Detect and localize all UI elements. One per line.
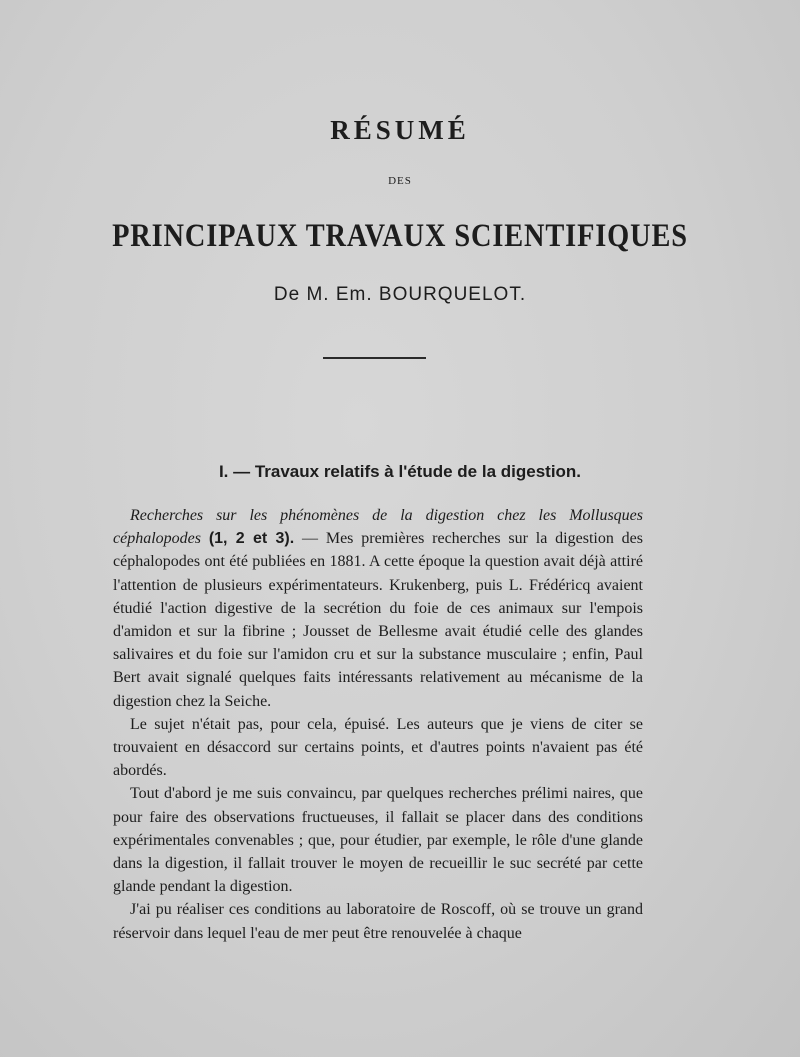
author-line: De M. Em. BOURQUELOT. (273, 284, 527, 305)
title-divider (323, 357, 426, 359)
document-subtitle: PRINCIPAUX TRAVAUX SCIENTIFIQUES (112, 218, 688, 254)
paragraph: Le sujet n'était pas, pour cela, épuisé. Les auteurs que je viens de citer se trouvaient en désaccord sur certains points, et d'autres points n'avaient pas été abordés. (113, 715, 643, 780)
intro-italic: Recherches sur les phénomènes de la digestion chez les Mollusques céphalopodes (113, 507, 643, 548)
document-title: RÉSUMÉ (330, 115, 470, 145)
paragraph (113, 504, 643, 713)
paragraph-text: — Mes premières recherches sur la digestion des céphalopodes ont été publiées en 1881. A cette époque la question avait déjà attiré l'attention de plusieurs expérimentateurs. Krukenberg, puis L. Frédéricq avaient étudié l'action digestive de la secrétion du foie de ces animaux sur l'empois d'amidon et sur la fibrine ; Jousset de Bellesme avait étudié celle des glandes salivaires et du foie sur l'amidon cru et sur la substance musculaire ; enfin, Paul Bert avait signalé quelques faits intéressants relativement au mécanisme de la digestion chez la Seiche. (113, 530, 643, 710)
paragraph: J'ai pu réaliser ces conditions au laboratoire de Roscoff, où se trouve un grand réservoir dans lequel l'eau de mer peut être renouvelée à chaque (113, 901, 643, 942)
paragraph: Tout d'abord je me suis convaincu, par quelques recherches prélimi naires, que pour faire des observations fructueuses, il fallait se placer dans des conditions expérimentales convenables ; que, pour étudier, par exemple, le rôle d'une glande dans la digestion, il fallait trouver le moyen de recueillir le suc secrété par cette glande pendant la digestion. (113, 785, 643, 896)
title-connector: DES (388, 175, 412, 187)
section-heading: I. — Travaux relatifs à l'étude de la digestion. (218, 462, 582, 481)
section-body (113, 504, 643, 945)
reference-numbers: (1, 2 et 3). (208, 530, 295, 548)
